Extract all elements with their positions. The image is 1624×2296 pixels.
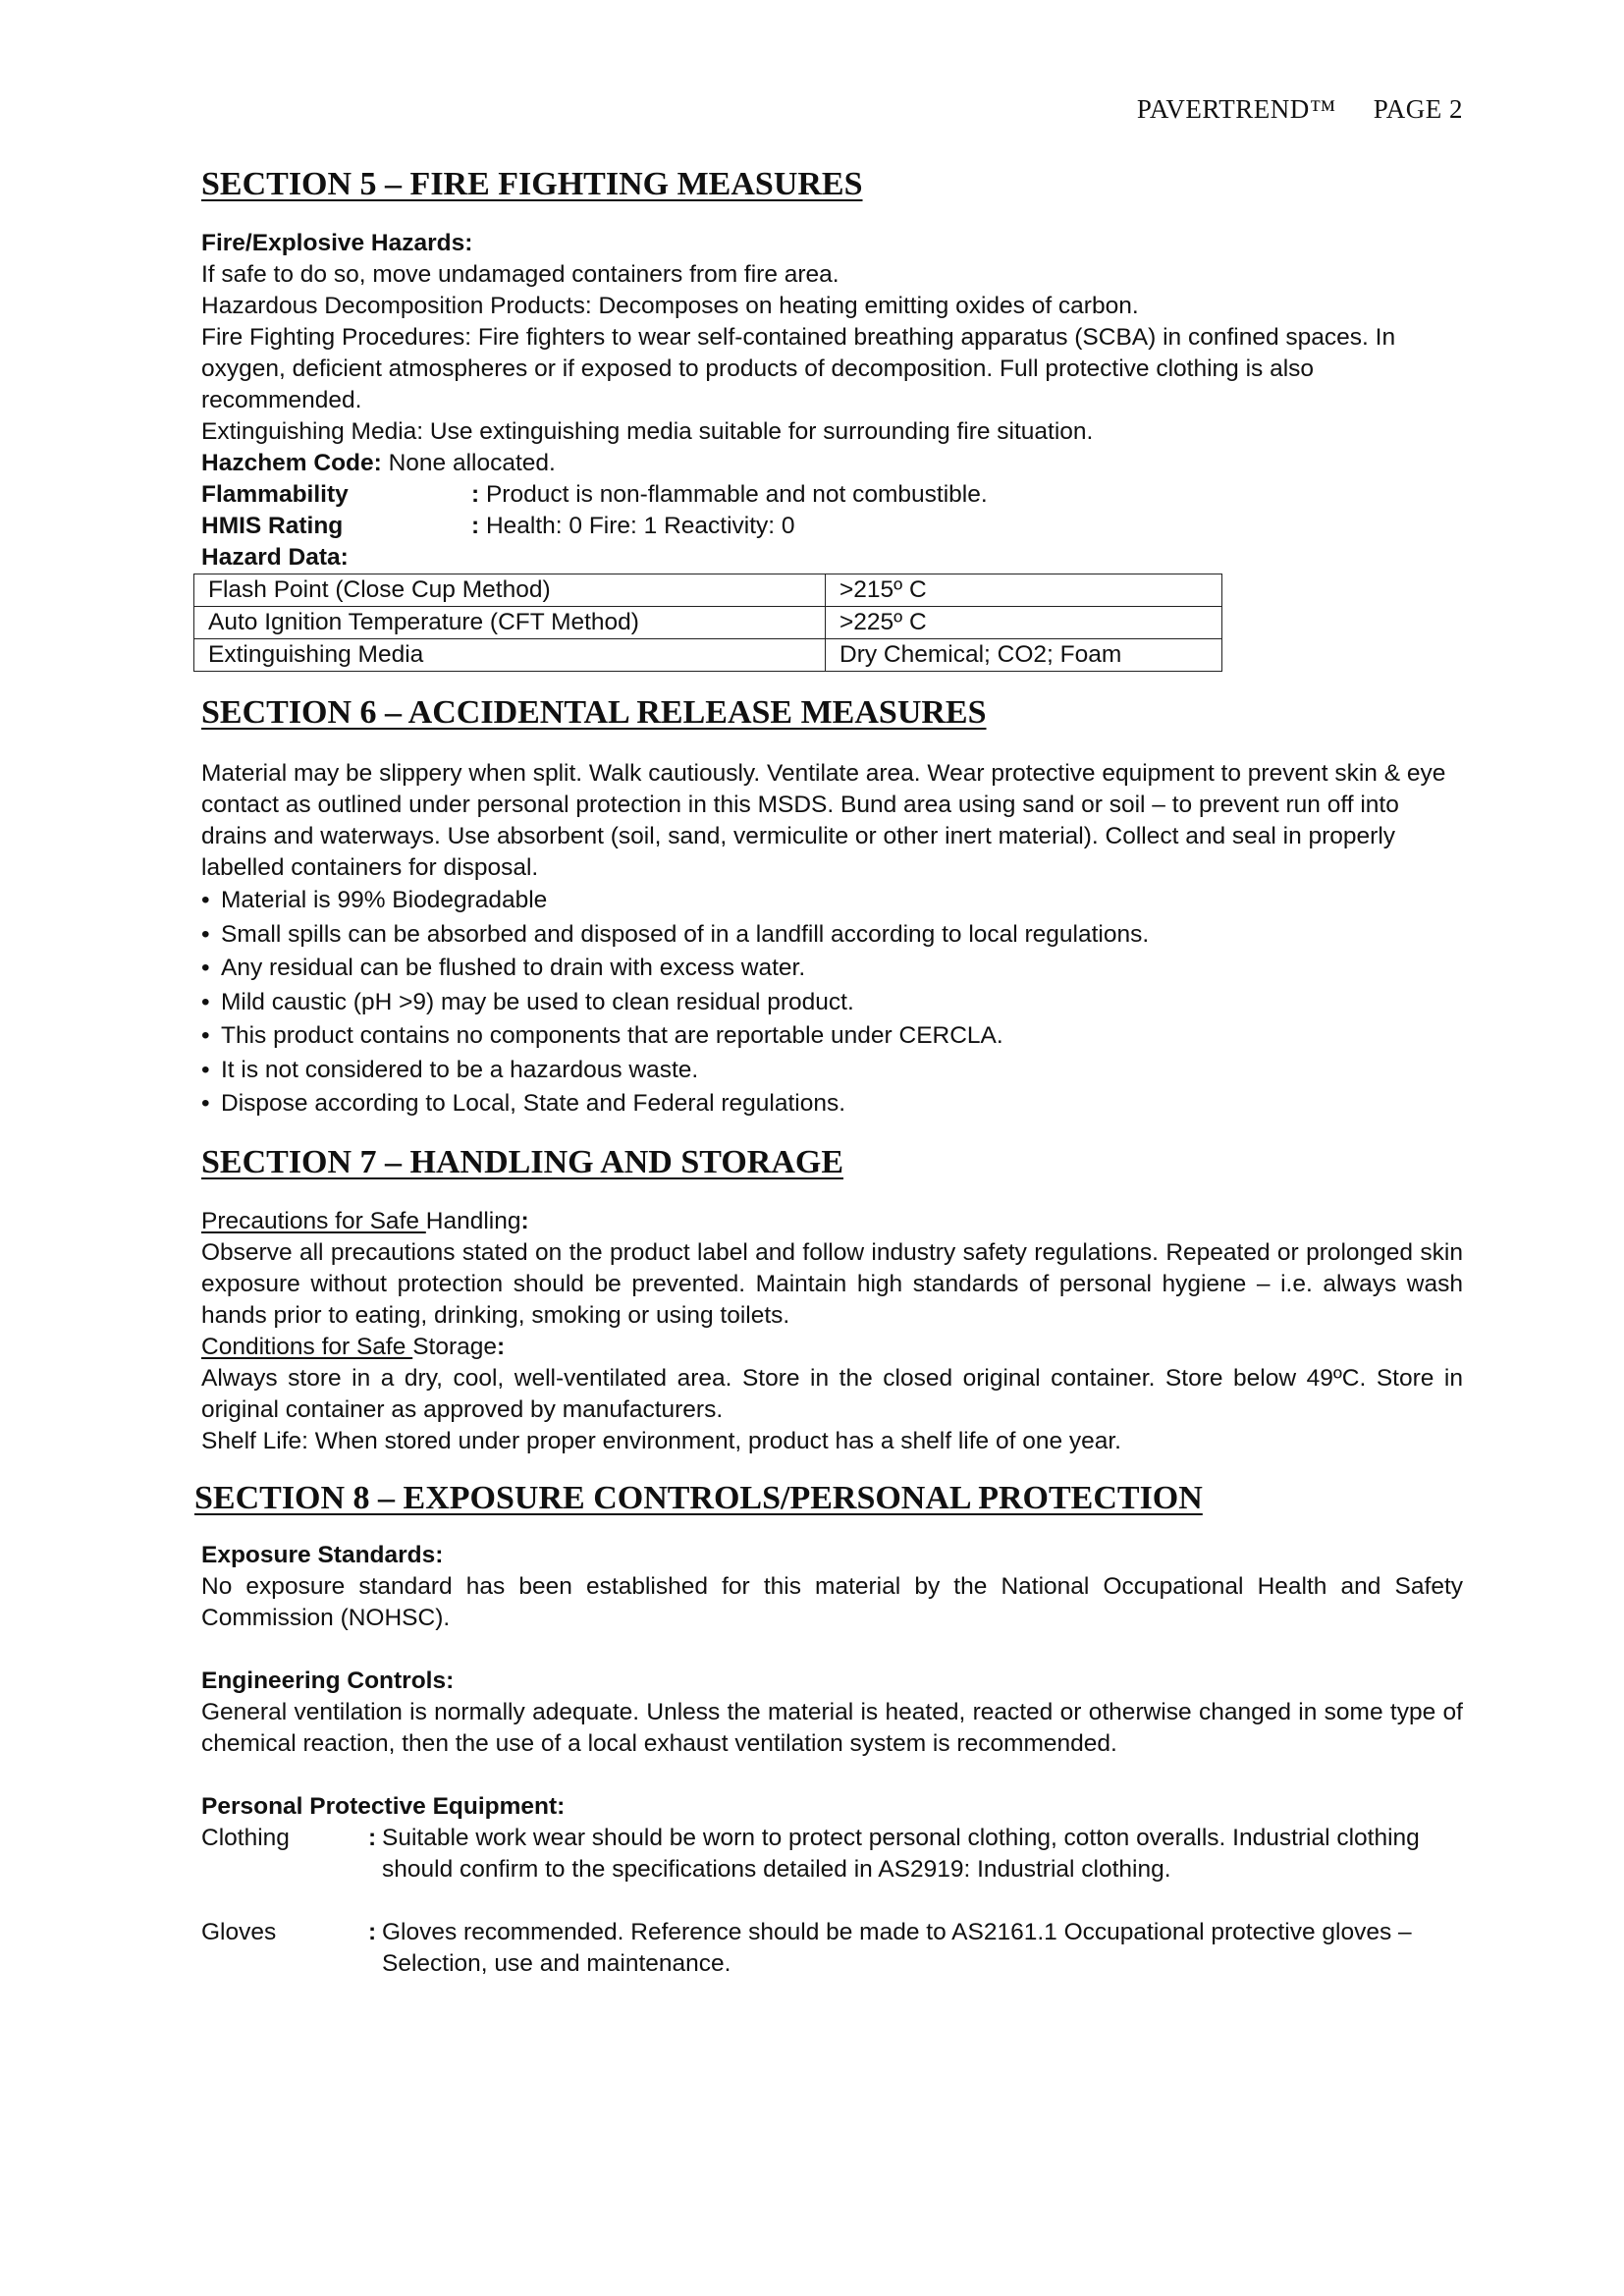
engineering-controls-label: Engineering Controls: [201,1667,455,1694]
decomposition-products: Hazardous Decomposition Products: Decomposes on heating emitting oxides of carbon. [201,293,1139,319]
table-cell-property: Extinguishing Media [194,639,826,672]
fire-hazards-label: Fire/Explosive Hazards: [201,230,473,256]
gloves-label: Gloves [201,1918,277,1945]
flammability-value: Product is non-flammable and not combustible. [485,481,988,508]
section-6-title: SECTION 6 – ACCIDENTAL RELEASE MEASURES [201,694,987,731]
list-item: • Material is 99% Biodegradable [201,884,1463,918]
table-row [194,607,1222,639]
gloves-colon: : [368,1918,377,1945]
hmis-label: HMIS Rating [201,513,344,539]
list-item: • It is not considered to be a hazardous waste. [201,1054,1463,1088]
flammability-value-wrap: : Product is non-flammable and not combustible. [471,481,988,508]
accidental-release-paragraph: Material may be slippery when split. Walk cautiously. Ventilate area. Wear protective equipment to prevent skin & eye contact as outlined under personal protection in this MSDS. Bund area using sand or soil – to prevent run off into drains and waterways. Use absorbent (soil, sand, vermiculite or other inert material). Collect and seal in properly labelled containers for disposal. [201,760,1446,881]
gloves-text: Gloves recommended. Reference should be made to AS2161.1 Occupational protective gloves – Selection, use and maintenance. [382,1918,1412,1977]
document-body [194,165,1463,1980]
hazard-data-label: Hazard Data: [201,544,349,571]
hazard-data-table [193,574,1222,672]
handling-label: Precautions for Safe Handling: [201,1207,529,1234]
list-item: • Mild caustic (pH >9) may be used to clean residual product. [201,986,1463,1020]
hazchem-label: Hazchem Code: [201,450,382,476]
exposure-standards-label: Exposure Standards: [201,1541,444,1568]
hmis-row [201,511,1463,542]
section-5-title: SECTION 5 – FIRE FIGHTING MEASURES [201,166,863,202]
section-8-title: SECTION 8 – EXPOSURE CONTROLS/PERSONAL PROTECTION [194,1479,1203,1516]
product-name: PAVERTREND™ [1136,94,1336,124]
table-cell-value: Dry Chemical; CO2; Foam [826,639,1222,672]
table-row [194,639,1222,672]
table-cell-property: Auto Ignition Temperature (CFT Method) [194,607,826,639]
handling-text: Observe all precautions stated on the product label and follow industry safety regulations. Repeated or prolonged skin exposure without protection should be prevented. Maintain high standards of personal hygiene – i.e. always wash hands prior to eating, drinking, smoking or using toilets. [201,1238,1463,1329]
storage-text: Always store in a dry, cool, well-ventilated area. Store in the closed original container. Store below 49ºC. Store in original container as approved by manufacturers. [201,1364,1463,1423]
hmis-value-wrap: : Health: 0 Fire: 1 Reactivity: 0 [471,513,795,539]
storage-label-rest: Storage [412,1333,497,1360]
page-number: PAGE 2 [1373,94,1463,124]
release-bullet-list [201,884,1463,1121]
ppe-clothing-row [201,1823,1463,1886]
shelf-life: Shelf Life: When stored under proper environment, product has a shelf life of one year. [201,1427,1121,1454]
list-item: • Dispose according to Local, State and Federal regulations. [201,1087,1463,1121]
list-item: • Any residual can be flushed to drain with excess water. [201,952,1463,986]
storage-label: Conditions for Safe Storage: [201,1333,506,1360]
list-item: • This product contains no components that are reportable under CERCLA. [201,1019,1463,1054]
exposure-standards-text: No exposure standard has been established for this material by the National Occupational Health and Safety Commission (NOHSC). [201,1572,1463,1631]
ppe-gloves-row [201,1917,1463,1980]
list-item: • Small spills can be absorbed and disposed of in a landfill according to local regulations. [201,918,1463,953]
handling-label-underlined: Precautions for Safe [201,1207,426,1234]
flammability-label: Flammability [201,481,349,508]
fire-hazards-line-1: If safe to do so, move undamaged containers from fire area. [201,261,839,288]
storage-label-underlined: Conditions for Safe [201,1333,413,1360]
page-header [1137,94,1463,125]
flammability-row [201,479,1463,511]
hmis-value: Health: 0 Fire: 1 Reactivity: 0 [485,513,795,539]
clothing-text: Suitable work wear should be worn to protect personal clothing, cotton overalls. Industrial clothing should confirm to the specifications detailed in AS2919: Industrial clothing. [382,1824,1420,1883]
handling-label-rest: Handling [425,1207,521,1234]
engineering-controls-text: General ventilation is normally adequate. Unless the material is heated, reacted or otherwise changed in some type of chemical reaction, then the use of a local exhaust ventilation system is recommended. [201,1698,1463,1757]
table-cell-value: >225º C [826,607,1222,639]
hazchem-line [201,448,1463,479]
section-7-title: SECTION 7 – HANDLING AND STORAGE [201,1143,844,1180]
hazchem-value: None allocated. [381,450,556,476]
ppe-label: Personal Protective Equipment: [201,1792,566,1820]
table-cell-value: >215º C [826,574,1222,607]
clothing-label: Clothing [201,1824,290,1851]
clothing-colon: : [368,1824,377,1851]
fire-fighting-procedures: Fire Fighting Procedures: Fire fighters to wear self-contained breathing apparatus (SCBA) in confined spaces. In oxygen, deficient atmospheres or if exposed to products of decomposition. Full protective clothing is also recommended. [201,324,1396,413]
table-cell-property: Flash Point (Close Cup Method) [194,574,826,607]
extinguishing-media-text: Extinguishing Media: Use extinguishing media suitable for surrounding fire situation. [201,418,1094,445]
table-row [194,574,1222,607]
